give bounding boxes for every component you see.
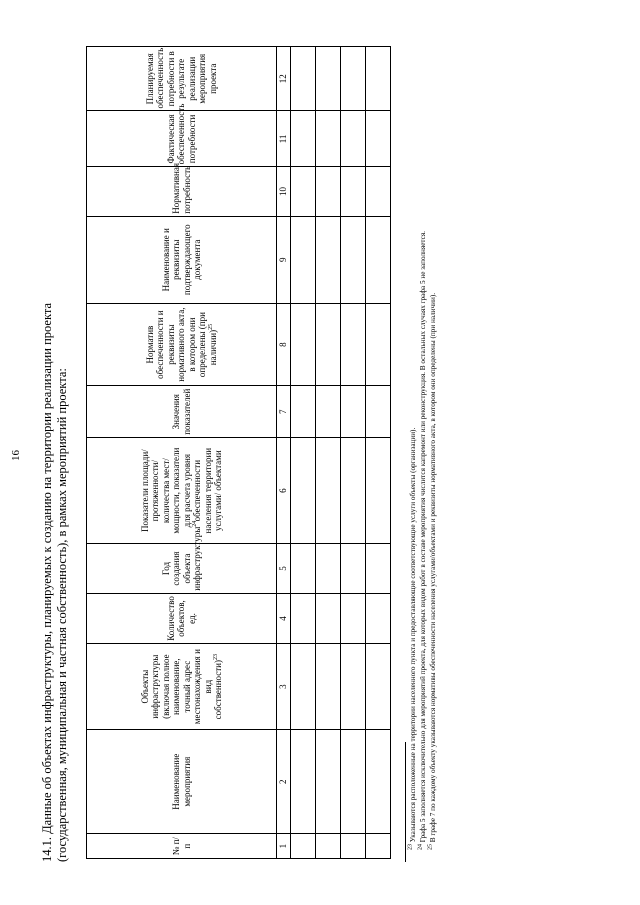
table-cell[interactable] bbox=[341, 167, 366, 216]
table-cell[interactable] bbox=[291, 167, 316, 216]
column-header-text: Наименование и реквизиты подтверждающего документа bbox=[160, 224, 202, 296]
footnote bbox=[408, 42, 418, 862]
table-cell[interactable] bbox=[291, 730, 316, 834]
footnote-marker: 25 bbox=[427, 844, 434, 850]
table-cell[interactable] bbox=[366, 593, 391, 643]
table-cell[interactable] bbox=[316, 730, 341, 834]
footnote-ref: 23 bbox=[213, 654, 219, 661]
column-number: 7 bbox=[277, 386, 291, 438]
footnote bbox=[418, 42, 428, 862]
column-header bbox=[87, 386, 277, 438]
column-number: 3 bbox=[277, 644, 291, 730]
column-header-text: Наименование мероприятия bbox=[171, 753, 192, 810]
column-header bbox=[87, 520, 277, 593]
column-header-text: Нормативная потребность bbox=[171, 163, 192, 214]
column-header bbox=[87, 47, 277, 112]
footnote-text: В графе 7 по каждому объекту указываются нормативы обеспеченности населения услугами/объектами и реквизиты нормативного акта, в котором они определены (при наличии). bbox=[429, 292, 437, 843]
table-cell[interactable] bbox=[366, 644, 391, 730]
footnote-divider bbox=[405, 742, 406, 862]
column-header bbox=[87, 103, 277, 167]
column-header-text: Год создания объекта инфраструктуры bbox=[160, 526, 202, 591]
column-number: 1 bbox=[277, 834, 291, 859]
column-header bbox=[87, 834, 277, 859]
column-header bbox=[87, 163, 277, 216]
column-header bbox=[87, 644, 277, 730]
table-cell[interactable] bbox=[366, 303, 391, 386]
table-cell[interactable] bbox=[291, 386, 316, 438]
table-cell[interactable] bbox=[316, 303, 341, 386]
table-cell[interactable] bbox=[291, 644, 316, 730]
footnote-text: Графа 5 заполняется исключительно для мероприятий проекта, для которых видом работ в составе мероприятия числится капремонт или реконструкция. В остальных случаях графа 5 не заполняется. bbox=[419, 231, 427, 843]
table-cell[interactable] bbox=[366, 834, 391, 859]
table-cell[interactable] bbox=[316, 216, 341, 303]
table-cell[interactable] bbox=[291, 111, 316, 167]
column-header bbox=[87, 730, 277, 834]
table-cell[interactable] bbox=[316, 47, 341, 112]
section-heading: 14.1. Данные об объектах инфраструктуры, планируемых к созданию на территории реализации проекта (государственная, муниципальная и частная собственность), в рамках мероприятий проекта: bbox=[40, 302, 69, 862]
column-header-text: Значения показателей bbox=[171, 388, 192, 435]
column-header-text: Планируемая обеспеченность потребности в результате реализации мероприятия проекта bbox=[144, 47, 218, 109]
column-header-text: № п/п bbox=[171, 837, 192, 856]
table-cell[interactable] bbox=[291, 593, 316, 643]
infrastructure-table bbox=[86, 46, 391, 859]
table-cell[interactable] bbox=[341, 834, 366, 859]
table-cell[interactable] bbox=[291, 834, 316, 859]
table-cell[interactable] bbox=[366, 544, 391, 593]
column-header-text: Количество объектов, ед. bbox=[165, 596, 197, 641]
column-number: 8 bbox=[277, 303, 291, 386]
column-number: 4 bbox=[277, 593, 291, 643]
table-cell[interactable] bbox=[341, 644, 366, 730]
table-cell[interactable] bbox=[291, 216, 316, 303]
footnote-text: Указываются расположенные на территории населенного пункта и предоставляющие соответствующие услуги объекты (организации). bbox=[409, 427, 417, 843]
column-number: 11 bbox=[277, 111, 291, 167]
table-cell[interactable] bbox=[341, 544, 366, 593]
table-row bbox=[291, 47, 316, 859]
column-number: 10 bbox=[277, 167, 291, 216]
table-row bbox=[366, 47, 391, 859]
column-header-text: Объекты инфраструктуры (включая полное наименование, точный адрес местонахождения и вид собственности) bbox=[139, 649, 223, 725]
table-cell[interactable] bbox=[316, 167, 341, 216]
column-header-text: Показатели площади/ протяженности/ количества мест/мощности, показатели для расчета уровня обеспеченности населения территории услугами/ объектами bbox=[139, 447, 223, 534]
footnotes bbox=[408, 42, 438, 862]
column-header bbox=[87, 438, 277, 544]
column-header bbox=[87, 593, 277, 643]
table-cell[interactable] bbox=[341, 386, 366, 438]
table-cell[interactable] bbox=[366, 730, 391, 834]
column-header-text: Фактическая обеспеченность потребности bbox=[165, 103, 197, 165]
footnote-ref: 25 bbox=[207, 323, 214, 330]
footnote-marker: 24 bbox=[417, 844, 424, 850]
table-cell[interactable] bbox=[366, 386, 391, 438]
table-row bbox=[341, 47, 366, 859]
table-row bbox=[316, 47, 341, 859]
table-cell[interactable] bbox=[316, 386, 341, 438]
table-cell[interactable] bbox=[291, 544, 316, 593]
table-cell[interactable] bbox=[291, 47, 316, 112]
table-cell[interactable] bbox=[341, 47, 366, 112]
table-header-row bbox=[87, 47, 277, 859]
table-cell[interactable] bbox=[366, 47, 391, 112]
table-cell[interactable] bbox=[341, 438, 366, 544]
table-cell[interactable] bbox=[291, 438, 316, 544]
column-number: 5 bbox=[277, 544, 291, 593]
column-header bbox=[87, 216, 277, 303]
table-cell[interactable] bbox=[341, 730, 366, 834]
column-header-text: Норматив обеспеченности и реквизиты нормативного акта, в котором они определены (при наличии) bbox=[144, 307, 218, 382]
column-number: 12 bbox=[277, 47, 291, 112]
footnote bbox=[428, 42, 438, 862]
table-cell[interactable] bbox=[366, 111, 391, 167]
column-number: 2 bbox=[277, 730, 291, 834]
table-cell[interactable] bbox=[341, 111, 366, 167]
column-number-row bbox=[277, 47, 291, 859]
table-cell[interactable] bbox=[316, 644, 341, 730]
page-number: 16 bbox=[10, 450, 22, 461]
column-number: 9 bbox=[277, 216, 291, 303]
table-cell[interactable] bbox=[316, 593, 341, 643]
table-cell[interactable] bbox=[316, 438, 341, 544]
column-header bbox=[87, 303, 277, 386]
table-cell[interactable] bbox=[341, 303, 366, 386]
column-number: 6 bbox=[277, 438, 291, 544]
table-cell[interactable] bbox=[291, 303, 316, 386]
table-cell[interactable] bbox=[316, 834, 341, 859]
table-cell[interactable] bbox=[366, 216, 391, 303]
table-cell[interactable] bbox=[366, 438, 391, 544]
footnote-ref: 24 bbox=[192, 520, 198, 527]
table-cell[interactable] bbox=[341, 593, 366, 643]
table-cell[interactable] bbox=[366, 167, 391, 216]
footnote-marker: 23 bbox=[407, 844, 414, 850]
table-cell[interactable] bbox=[341, 216, 366, 303]
table-cell[interactable] bbox=[316, 544, 341, 593]
table-cell[interactable] bbox=[316, 111, 341, 167]
